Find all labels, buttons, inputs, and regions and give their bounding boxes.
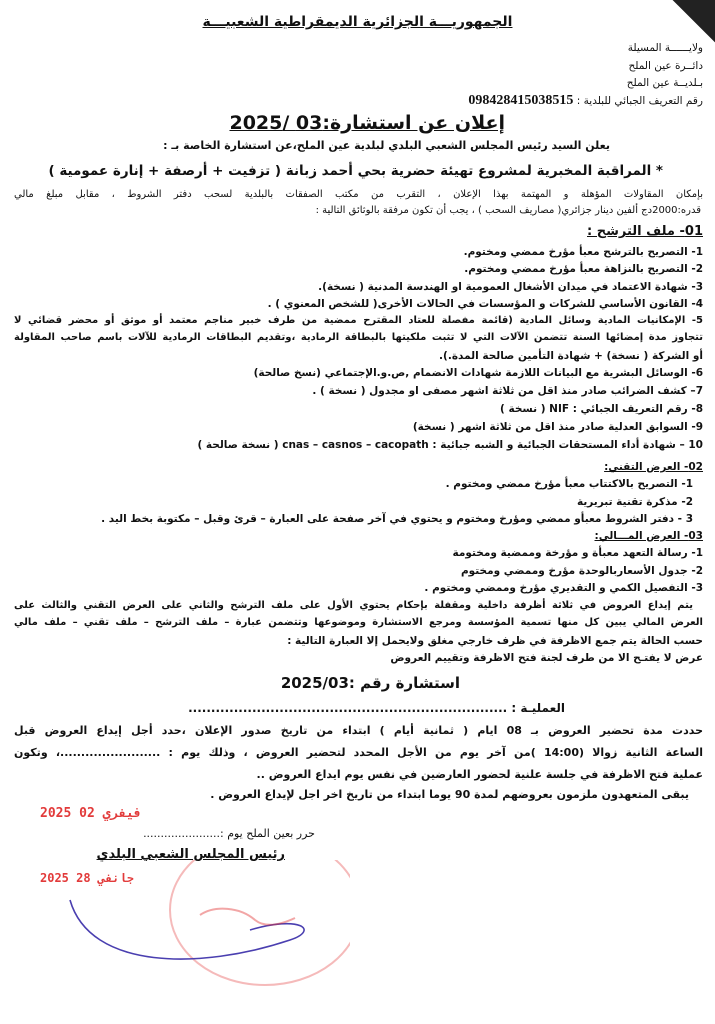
project-title: * المراقبة المخبرية لمشروع تهيئة حضرية بحي أحمد زبانة ( تزفيت + أرصفة + إنارة عمومية ) <box>48 163 663 179</box>
section1-item: 10 – شهادة أداء المستحقات الجبائية و الشبه جبائية : cnas – casnos – cacopath ( نسخة صالحة ) <box>197 439 703 451</box>
deadline-line: عملية فتح الاظرفة في جلسة علنية لحضور العارضين في نفس يوم ايداع العروض .. <box>256 768 703 781</box>
paragraph-line: قدره:2000دج ألفين دينار جزائري( مصاريف السحب ) ، يجب أن تكون مرفقة بالوثائق التالية : <box>315 205 701 216</box>
operation-line: العمليـة : ...................................................................... <box>188 701 565 715</box>
section3-item: 2- جدول الأسعاربالوحدة مؤرخ وممضي ومختوم <box>460 565 703 577</box>
section2-title: 02- العرض التقني: <box>604 461 703 473</box>
section3-title: 03- العرض المـــالي: <box>594 530 703 542</box>
baladia: بـلديــة عين الملح <box>626 77 703 89</box>
announcement-title: إعلان عن استشارة:03 /2025 <box>229 112 505 134</box>
section2-item: 2- مذكرة تقنية تبريرية <box>576 496 693 508</box>
announcement-intro: يعلن السيد رئيس المجلس الشعبي البلدي لبلدية عين الملح،عن استشارة الخاصة بـ : <box>163 139 610 152</box>
nif-label: رقم التعريف الجبائي للبلدية : <box>576 95 703 107</box>
section1-item: 1- التصريح بالترشح معبأ مؤرخ ممضي ومختوم. <box>463 246 703 258</box>
handwritten-name-icon <box>200 909 295 925</box>
section1-item: 7– كشف الضرائب صادر منذ اقل من ثلاثة اشهر مصفى او مجدول ( نسخة ) . <box>312 385 703 397</box>
deposit-line: عرض لا يفتـح الا من طرف لجنة فتح الاظرفة وتقييم العروض <box>390 652 703 664</box>
date-stamp-deadline: 2025 فيفري 02 <box>40 806 142 821</box>
date-stamp-issued: 2025 جانفي 28 <box>40 871 134 885</box>
section2-item: 1- التصريح بالاكتتاب معبأ مؤرخ ممضي ومختوم . <box>445 478 693 490</box>
section1-title: 01- ملف الترشح : <box>587 224 703 239</box>
section1-item: 4- القانون الأساسي للشركات و المؤسسات في الحالات الأخرى( للشخص المعنوي ) . <box>267 298 703 310</box>
section1-item: 5- الإمكانيات المادية وسائل المادية (قائمة مفصلة للعتاد المقترح ممضية من طرف خبير مناجم معتمد أو موثق أو محضر قضائي لا <box>14 315 703 326</box>
paragraph-line: بإمكان المقاولات المؤهلة و المهتمة بهذا الإعلان ، التقرب من مكتب الصفقات بالبلدية لسحب دفتر الشروط ، مقابل مبلغ مالي <box>14 189 703 200</box>
section1-item: 2- التصريح بالنزاهة معبأ مؤرخ ممضي ومختوم. <box>464 263 703 275</box>
deposit-line: العرض المالي يبين كل منها تسمية المؤسسة ومرجع الاستشارة وموضوعها وتتضمن عبارة – ملف الترشح – ملف تقني – ملف مالي <box>14 617 703 628</box>
section1-item: 6- الوسائل البشرية مع البيانات اللازمة شهادات الانضمام ,ص.و.الإجتماعي (نسخ صالحة) <box>253 367 703 379</box>
deadline-line: الساعة الثانية زوالا (14:00 )من آخر يوم من الأجل المحدد لتحضير العروض ، وذلك يوم : ........................، وتكون <box>14 746 703 759</box>
deadline-line: حددت مدة تحضير العروض بـ 08 ايام ( ثمانية أيام ) ابتداء من تاريخ صدور الإعلان ،حدد أجل إيداع العروض قبل <box>14 724 703 737</box>
section1-item: أو الشركة ( نسخة) + شهادة التأمين صالحة المدة.). <box>439 350 703 362</box>
section3-item: 1- رسالة التعهد معبأة و مؤرخة وممضية ومختومة <box>452 547 703 559</box>
official-seal-and-signature <box>50 860 350 1000</box>
deadline-line: يبقى المتعهدون ملزمون بعروضهم لمدة 90 يوما ابتداء من تاريخ اخر اجل لإيداع العروض . <box>210 788 689 801</box>
written-at: حرر بعين الملح يوم :...................... <box>143 827 315 840</box>
section1-item: 8- رقم التعريف الجبائي : NIF ( نسخة ) <box>500 403 703 415</box>
deposit-line: يتم إيداع العروض في ثلاثة أظرفة داخلية ومقفلة بإحكام يحتوي الأول على ملف الترشح والثاني على العرض التقني والثالث على <box>14 600 693 611</box>
deposit-line: حسب الحالة يتم جمع الاظرفة في ظرف خارجي مغلق ولايحمل إلا العبارة التالية : <box>287 635 703 647</box>
wilaya: ولايــــــة المسيلة <box>627 42 703 54</box>
section1-item: 9- السوابق العدلية صادر منذ اقل من ثلاثة اشهر ( نسخة) <box>412 421 703 433</box>
daira: دائــرة عين الملح <box>628 60 703 72</box>
section1-item: 3- شهادة الاعتماد في ميدان الأشغال العمومية او الهندسة المدنية ( نسخة). <box>318 281 703 293</box>
consultation-number: استشارة رقم :2025/03 <box>280 674 460 692</box>
republic-heading: الجمهوريـــة الجزائرية الديمقراطية الشعبيـــة <box>202 14 513 30</box>
nif-line <box>468 93 703 109</box>
signatory-title: رئيس المجلس الشعبي البلدي <box>96 847 285 862</box>
signature-icon <box>70 900 304 959</box>
section2-item: 3 - دفتر الشروط معبأو ممضي ومؤرخ ومختوم و يحتوي في آخر صفحة على العبارة – قرئ وقبل – مكتوبة بخط اليد . <box>101 513 693 525</box>
nif-value: 098428415038515 <box>468 93 574 108</box>
section1-item: تتجاوز مدة إمضائها السنة تتضمن الآلات التي لا تثبت ملكيتها بالبطاقة الرمادية ،وتقديم البطاقات الرمادية للآلات باسم صاحب المقاولة <box>14 332 703 343</box>
section3-item: 3- التفصيل الكمي و التقديري مؤرخ وممضي ومختوم . <box>424 582 703 594</box>
